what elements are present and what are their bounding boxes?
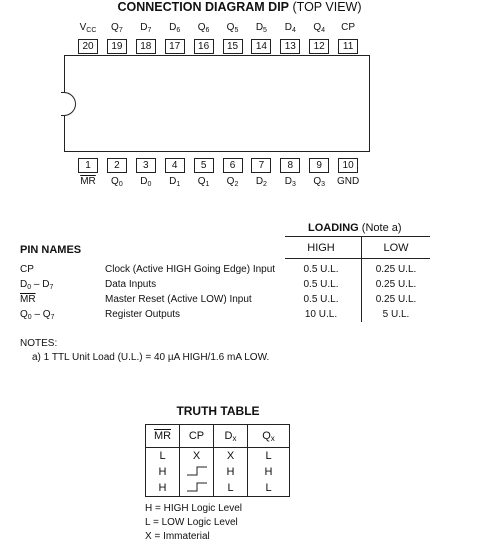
legend-item: H = HIGH Logic Level: [145, 503, 242, 514]
truth-table-cell: L: [146, 448, 180, 465]
table-row: [146, 448, 290, 465]
pin-name: $D_0 - D_7$: [20, 279, 54, 291]
loading-note: (Note a): [361, 222, 402, 234]
truth-table-cell: H: [214, 464, 248, 480]
top-pin-14: 14: [251, 39, 271, 54]
notes-title: NOTES:: [20, 338, 58, 349]
bottom-pin-5: 5: [194, 158, 214, 173]
legend-item: L = LOW Logic Level: [145, 517, 238, 528]
loading-header: [308, 222, 402, 234]
pin-names-title: PIN NAMES: [20, 244, 82, 256]
loading-rule-bottom: [285, 258, 430, 259]
truth-table: [145, 424, 290, 497]
pin-desc: Data Inputs: [105, 279, 157, 290]
pin-desc: Master Reset (Active LOW) Input: [105, 294, 252, 305]
truth-table-cell: H: [248, 464, 290, 480]
bottom-pin-3: 3: [136, 158, 156, 173]
top-pin-label-19: $Q_7$: [111, 22, 123, 34]
bottom-pin-label-4: $D_1$: [169, 176, 181, 188]
pin-load-low: 5 U.L.: [382, 309, 410, 320]
pin-name: $\overline{MR}$: [20, 294, 36, 305]
pin-load-high: 0.5 U.L.: [303, 279, 339, 290]
pin-name: CP: [20, 264, 34, 275]
top-pin-label-11: CP: [341, 22, 356, 33]
top-pin-label-13: $D_4$: [284, 22, 296, 34]
truth-table-title: TRUTH TABLE: [176, 404, 260, 418]
truth-table-cell: L: [248, 480, 290, 497]
top-pin-label-15: $Q_5$: [226, 22, 239, 34]
top-pin-19: 19: [107, 39, 127, 54]
top-pin-16: 16: [194, 39, 214, 54]
loading-rule-top: [285, 236, 430, 237]
bottom-pin-9: 9: [309, 158, 329, 173]
pin-load-high: 0.5 U.L.: [303, 294, 339, 305]
top-pin-label-16: $Q_6$: [197, 22, 210, 34]
top-pin-label-20: $V_{CC}$: [79, 22, 97, 34]
bottom-pin-8: 8: [280, 158, 300, 173]
truth-table-cell: H: [146, 464, 180, 480]
truth-table-cell: L: [214, 480, 248, 497]
top-pin-18: 18: [136, 39, 156, 54]
bottom-pin-6: 6: [223, 158, 243, 173]
top-pin-17: 17: [165, 39, 185, 54]
diagram-title-main: CONNECTION DIAGRAM DIP: [117, 0, 290, 14]
bottom-pin-10: 10: [338, 158, 358, 173]
top-pin-20: 20: [78, 39, 98, 54]
bottom-pin-1: 1: [78, 158, 98, 173]
top-pin-15: 15: [223, 39, 243, 54]
bottom-pin-label-7: $D_2$: [255, 176, 267, 188]
diagram-title-sub: (TOP VIEW): [292, 0, 362, 14]
truth-table-cell: X: [214, 448, 248, 465]
loading-title: LOADING: [308, 222, 359, 234]
legend-item: X = Immaterial: [145, 531, 210, 542]
top-pin-12: 12: [309, 39, 329, 54]
pin-load-low: 0.25 U.L.: [375, 264, 417, 275]
pin-desc: Register Outputs: [105, 309, 181, 320]
bottom-pin-label-5: $Q_1$: [197, 176, 210, 188]
bottom-pin-label-8: $D_3$: [284, 176, 296, 188]
loading-low-header: LOW: [383, 242, 409, 254]
pin-desc: Clock (Active HIGH Going Edge) Input: [105, 264, 276, 275]
top-pin-label-12: $Q_4$: [313, 22, 326, 34]
truth-table-header: CP: [180, 425, 214, 448]
bottom-pin-label-6: $Q_2$: [226, 176, 239, 188]
top-pin-11: 11: [338, 39, 358, 54]
truth-table-header: $\overline{MR}$: [146, 425, 180, 448]
rising-edge-icon: [180, 480, 214, 497]
pin-load-low: 0.25 U.L.: [375, 279, 417, 290]
bottom-pin-label-9: $Q_3$: [313, 176, 326, 188]
truth-table-header: Qx: [248, 425, 290, 448]
pin-load-high: 10 U.L.: [304, 309, 338, 320]
top-pin-label-17: $D_6$: [169, 22, 181, 34]
pin-load-low: 0.25 U.L.: [375, 294, 417, 305]
loading-high-header: HIGH: [307, 242, 335, 254]
diagram-title: [0, 0, 479, 14]
table-row: [146, 480, 290, 497]
bottom-pin-4: 4: [165, 158, 185, 173]
truth-table-cell: L: [248, 448, 290, 465]
truth-table-cell: H: [146, 480, 180, 497]
bottom-pin-label-1: $\overline{MR}$: [80, 176, 96, 187]
bottom-pin-7: 7: [251, 158, 271, 173]
table-row: [146, 464, 290, 480]
bottom-pin-label-10: GND: [336, 176, 360, 187]
truth-table-header: Dx: [214, 425, 248, 448]
bottom-pin-label-3: $D_0$: [140, 176, 152, 188]
top-pin-label-18: $D_7$: [140, 22, 152, 34]
note-a: a) 1 TTL Unit Load (U.L.) = 40 µA HIGH/1.6 mA LOW.: [32, 352, 270, 363]
chip-body: [64, 55, 370, 152]
bottom-pin-2: 2: [107, 158, 127, 173]
truth-table-cell: X: [180, 448, 214, 465]
top-pin-13: 13: [280, 39, 300, 54]
pin-load-high: 0.5 U.L.: [303, 264, 339, 275]
bottom-pin-label-2: $Q_0$: [111, 176, 123, 188]
rising-edge-icon: [180, 464, 214, 480]
pin-name: $Q_0 - Q_7$: [20, 309, 55, 321]
top-pin-label-14: $D_5$: [255, 22, 267, 34]
